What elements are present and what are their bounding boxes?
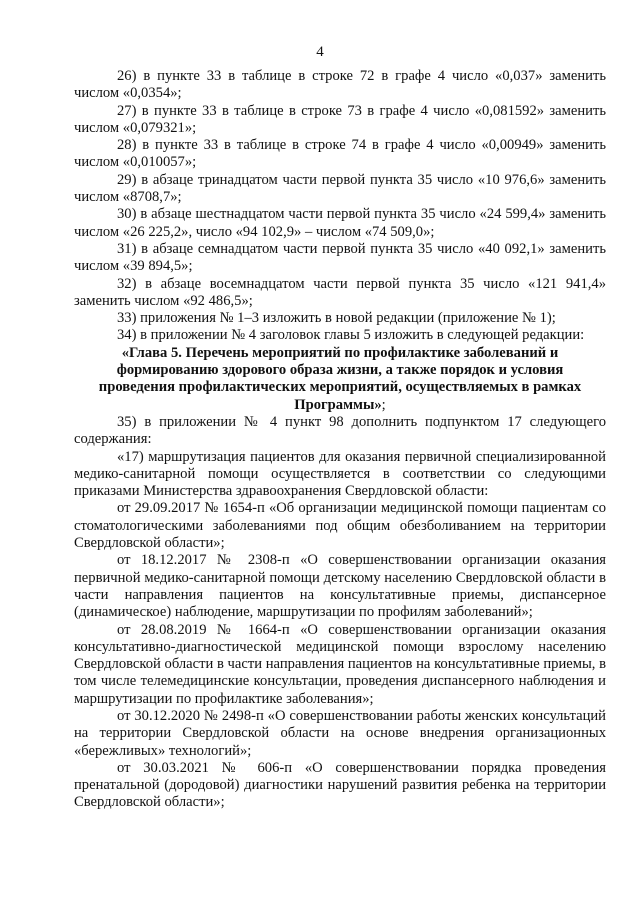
paragraph-subitem-17: «17) маршрутизация пациентов для оказания первичной специализированной медико-санитарной помощи осуществляется в соответствии со следующими приказами Министерства здравоохранения Свердловской области:: [74, 448, 606, 500]
paragraph-order-1654: от 29.09.2017 № 1654-п «Об организации медицинской помощи пациентам со стоматологическими заболеваниями под общим обезболиванием на территории Свердловской области»;: [74, 500, 606, 552]
paragraph-item-30: 30) в абзаце шестнадцатом части первой пункта 35 число «24 599,4» заменить числом «26 225,2», число «94 102,9» – числом «74 509,0»;: [74, 206, 606, 240]
paragraph-item-27: 27) в пункте 33 в таблице в строке 73 в графе 4 число «0,081592» заменить числом «0,079321»;: [74, 102, 606, 136]
paragraph-order-2308: от 18.12.2017 № 2308-п «О совершенствовании организации оказания первичной медико-санитарной помощи детскому населению Свердловской области в части направления пациентов на консультативные приемы, диспансерное (динамическое) наблюдение, маршрутизации по профилям заболеваний»;: [74, 552, 606, 621]
paragraph-item-31: 31) в абзаце семнадцатом части первой пункта 35 число «40 092,1» заменить числом «39 894,5»;: [74, 240, 606, 275]
paragraph-order-606: от 30.03.2021 № 606-п «О совершенствовании порядка проведения пренатальной (дородовой) диагностики нарушений развития ребенка на территории Свердловской области»;: [74, 759, 606, 811]
paragraph-item-35: 35) в приложении № 4 пункт 98 дополнить подпунктом 17 следующего содержания:: [74, 413, 606, 448]
paragraph-item-29: 29) в абзаце тринадцатом части первой пункта 35 число «10 976,6» заменить числом «8708,7»;: [74, 171, 606, 206]
paragraph-order-2498: от 30.12.2020 № 2498-п «О совершенствовании работы женских консультаций на территории Свердловской области на основе внедрения организационных «бережливых» технологий»;: [74, 707, 606, 759]
chapter-heading-tail: ;: [381, 396, 386, 413]
paragraph-item-32: 32) в абзаце восемнадцатом части первой пункта 35 число «121 941,4» заменить числом «92 486,5»;: [74, 275, 606, 309]
paragraph-item-28: 28) в пункте 33 в таблице в строке 74 в графе 4 число «0,00949» заменить числом «0,010057»;: [74, 137, 606, 171]
paragraph-item-33: 33) приложения № 1–3 изложить в новой редакции (приложение № 1);: [117, 310, 556, 327]
paragraph-order-1664: от 28.08.2019 № 1664-п «О совершенствовании организации оказания консультативно-диагностической медицинской помощи взрослому населению Свердловской области в части направления пациентов на консультативные приемы, в том числе телемедицинские консультации, проведения диспансерного наблюдения и маршрутизации по профилактике заболевания»;: [74, 621, 606, 707]
paragraph-item-26: 26) в пункте 33 в таблице в строке 72 в графе 4 число «0,037» заменить числом «0,0354»;: [74, 68, 606, 102]
paragraph-item-34: 34) в приложении № 4 заголовок главы 5 изложить в следующей редакции:: [117, 327, 585, 344]
document-body: [74, 68, 606, 812]
chapter-heading: [74, 345, 606, 414]
page-number: 4: [316, 44, 324, 60]
chapter-heading-text: «Глава 5. Перечень мероприятий по профилактике заболеваний и формированию здорового образа жизни, а также порядок и условия проведения профилактических мероприятий, осуществляемых в рамках Программы»: [98, 344, 582, 413]
